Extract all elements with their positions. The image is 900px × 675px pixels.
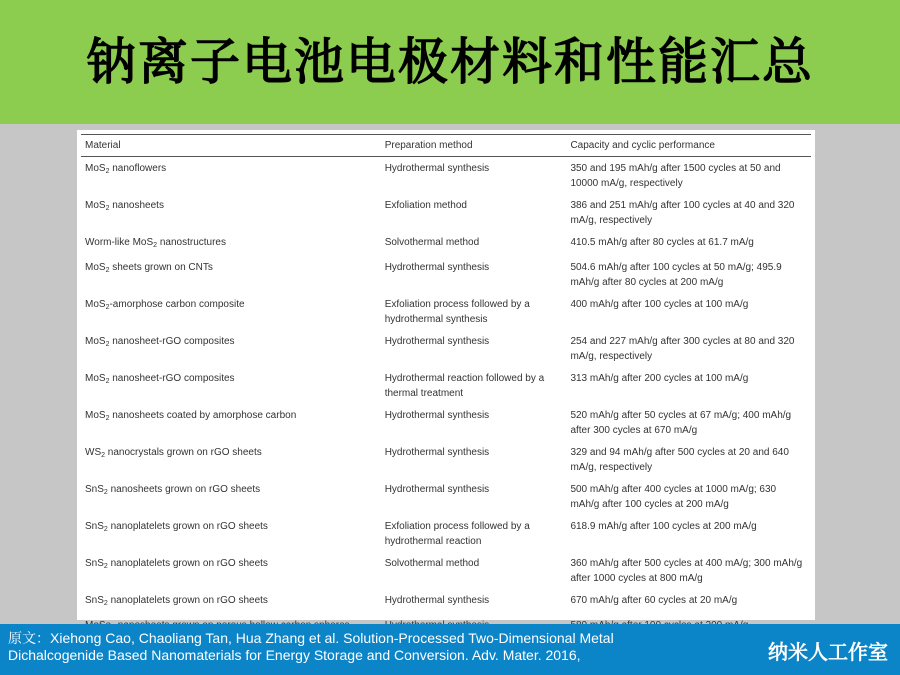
cell-capacity: 313 mAh/g after 200 cycles at 100 mA/g bbox=[570, 373, 749, 384]
material-name: MoS bbox=[85, 163, 106, 174]
cell-method: Hydrothermal synthesis bbox=[384, 410, 490, 421]
cell-material bbox=[81, 441, 381, 478]
material-description: nanostructures bbox=[157, 237, 226, 248]
cell-capacity: 329 and 94 mAh/g after 500 cycles at 20 and 640 mA/g, respectively bbox=[570, 447, 789, 473]
table-row bbox=[81, 552, 811, 589]
header-material: Material bbox=[81, 135, 381, 157]
table-row bbox=[81, 441, 811, 478]
cell-material bbox=[81, 367, 381, 404]
header-capacity: Capacity and cyclic performance bbox=[566, 135, 811, 157]
material-subscript: 2 bbox=[101, 452, 106, 459]
table-row bbox=[81, 157, 811, 195]
cell-material bbox=[81, 589, 381, 614]
material-description: nanoplatelets grown on rGO sheets bbox=[107, 558, 268, 569]
cell-capacity: 360 mAh/g after 500 cycles at 400 mA/g; 300 mAh/g after 1000 cycles at 800 mA/g bbox=[570, 558, 803, 584]
cell-capacity: 670 mAh/g after 60 cycles at 20 mA/g bbox=[570, 595, 738, 606]
citation bbox=[8, 630, 668, 664]
citation-line-1: 原文：Xiehong Cao, Chaoliang Tan, Hua Zhang et al. Solution-Processed Two-Dimensional Metal bbox=[8, 630, 614, 646]
material-description: nanosheet-rGO composites bbox=[109, 336, 235, 347]
material-name: SnS bbox=[85, 595, 104, 606]
table-row bbox=[81, 256, 811, 293]
material-subscript: 2 bbox=[153, 242, 158, 249]
material-name: MoS bbox=[85, 373, 106, 384]
cell-capacity: 386 and 251 mAh/g after 100 cycles at 40 and 320 mA/g, respectively bbox=[570, 200, 795, 226]
title-banner bbox=[0, 0, 900, 124]
table-row bbox=[81, 515, 811, 552]
cell-material bbox=[81, 404, 381, 441]
material-subscript: 2 bbox=[105, 341, 110, 348]
page-title: 钠离子电池电极材料和性能汇总 bbox=[86, 33, 814, 91]
cell-method: Hydrothermal synthesis bbox=[384, 595, 490, 606]
cell-material bbox=[81, 293, 381, 330]
cell-method: Exfoliation method bbox=[384, 200, 467, 211]
cell-capacity: 504.6 mAh/g after 100 cycles at 50 mA/g; 495.9 mAh/g after 80 cycles at 200 mA/g bbox=[570, 262, 782, 288]
table-row bbox=[81, 231, 811, 256]
cell-method: Hydrothermal synthesis bbox=[384, 447, 490, 458]
material-description: nanosheets bbox=[109, 200, 164, 211]
material-description: nanoflowers bbox=[109, 163, 167, 174]
cell-method: Solvothermal method bbox=[384, 558, 480, 569]
material-name: MoS bbox=[85, 262, 106, 273]
cell-method: Hydrothermal synthesis bbox=[384, 262, 490, 273]
material-subscript: 2 bbox=[105, 205, 110, 212]
table-row bbox=[81, 194, 811, 231]
material-subscript: 2 bbox=[105, 415, 110, 422]
material-name: MoS bbox=[85, 299, 106, 310]
footer-bar bbox=[0, 624, 900, 675]
cell-method: Hydrothermal synthesis bbox=[384, 484, 490, 495]
material-description: nanosheet-rGO composites bbox=[109, 373, 235, 384]
material-subscript: 2 bbox=[103, 489, 108, 496]
table-row bbox=[81, 330, 811, 367]
material-name: MoS bbox=[85, 336, 106, 347]
cell-material bbox=[81, 231, 381, 256]
cell-capacity: 400 mAh/g after 100 cycles at 100 mA/g bbox=[570, 299, 749, 310]
cell-method: Exfoliation process followed by a hydrothermal synthesis bbox=[384, 299, 530, 325]
table-row bbox=[81, 367, 811, 404]
cell-capacity: 618.9 mAh/g after 100 cycles at 200 mA/g bbox=[570, 521, 757, 532]
cell-method: Hydrothermal synthesis bbox=[384, 336, 490, 347]
cell-material bbox=[81, 194, 381, 231]
material-name: MoS bbox=[85, 200, 106, 211]
material-name: WS bbox=[85, 447, 102, 458]
materials-table bbox=[81, 134, 811, 639]
material-subscript: 2 bbox=[105, 267, 110, 274]
cell-method: Hydrothermal synthesis bbox=[384, 163, 490, 174]
material-subscript: 2 bbox=[105, 168, 110, 175]
cell-material bbox=[81, 157, 381, 195]
material-name: SnS bbox=[85, 484, 104, 495]
table-header-row bbox=[81, 135, 811, 157]
citation-line-2: Dichalcogenide Based Nanomaterials for Energy Storage and Conversion. Adv. Mater. 2016, bbox=[8, 647, 581, 663]
table-row bbox=[81, 478, 811, 515]
cell-method: Solvothermal method bbox=[384, 237, 480, 248]
material-subscript: 2 bbox=[105, 378, 110, 385]
table-row bbox=[81, 404, 811, 441]
cell-material bbox=[81, 552, 381, 589]
cell-material bbox=[81, 256, 381, 293]
table-panel bbox=[77, 130, 815, 620]
material-description: nanosheets grown on rGO sheets bbox=[107, 484, 261, 495]
cell-capacity: 520 mAh/g after 50 cycles at 67 mA/g; 400 mAh/g after 300 cycles at 670 mA/g bbox=[570, 410, 792, 436]
material-name: Worm-like MoS bbox=[85, 237, 154, 248]
material-description: nanosheets coated by amorphose carbon bbox=[109, 410, 297, 421]
material-name: SnS bbox=[85, 521, 104, 532]
material-subscript: 2 bbox=[103, 600, 108, 607]
cell-capacity: 254 and 227 mAh/g after 300 cycles at 80 and 320 mA/g, respectively bbox=[570, 336, 795, 362]
material-name: SnS bbox=[85, 558, 104, 569]
table-body bbox=[81, 157, 811, 640]
cell-method: Hydrothermal reaction followed by a thermal treatment bbox=[384, 373, 545, 399]
material-subscript: 2 bbox=[105, 304, 110, 311]
material-subscript: 2 bbox=[103, 526, 108, 533]
table-row bbox=[81, 589, 811, 614]
material-description: -amorphose carbon composite bbox=[109, 299, 245, 310]
cell-material bbox=[81, 515, 381, 552]
cell-material bbox=[81, 330, 381, 367]
header-method: Preparation method bbox=[381, 135, 567, 157]
cell-method: Exfoliation process followed by a hydrothermal reaction bbox=[384, 521, 530, 547]
cell-capacity: 410.5 mAh/g after 80 cycles at 61.7 mA/g bbox=[570, 237, 754, 248]
material-subscript: 2 bbox=[103, 563, 108, 570]
material-description: nanocrystals grown on rGO sheets bbox=[105, 447, 262, 458]
cell-capacity: 500 mAh/g after 400 cycles at 1000 mA/g; 630 mAh/g after 100 cycles at 200 mA/g bbox=[570, 484, 777, 510]
cell-capacity: 350 and 195 mAh/g after 1500 cycles at 50 and 10000 mA/g, respectively bbox=[570, 163, 781, 189]
material-description: sheets grown on CNTs bbox=[109, 262, 213, 273]
table-row bbox=[81, 293, 811, 330]
material-name: MoS bbox=[85, 410, 106, 421]
material-description: nanoplatelets grown on rGO sheets bbox=[107, 521, 268, 532]
studio-name: 纳米人工作室 bbox=[768, 640, 888, 664]
cell-material bbox=[81, 478, 381, 515]
material-description: nanoplatelets grown on rGO sheets bbox=[107, 595, 268, 606]
